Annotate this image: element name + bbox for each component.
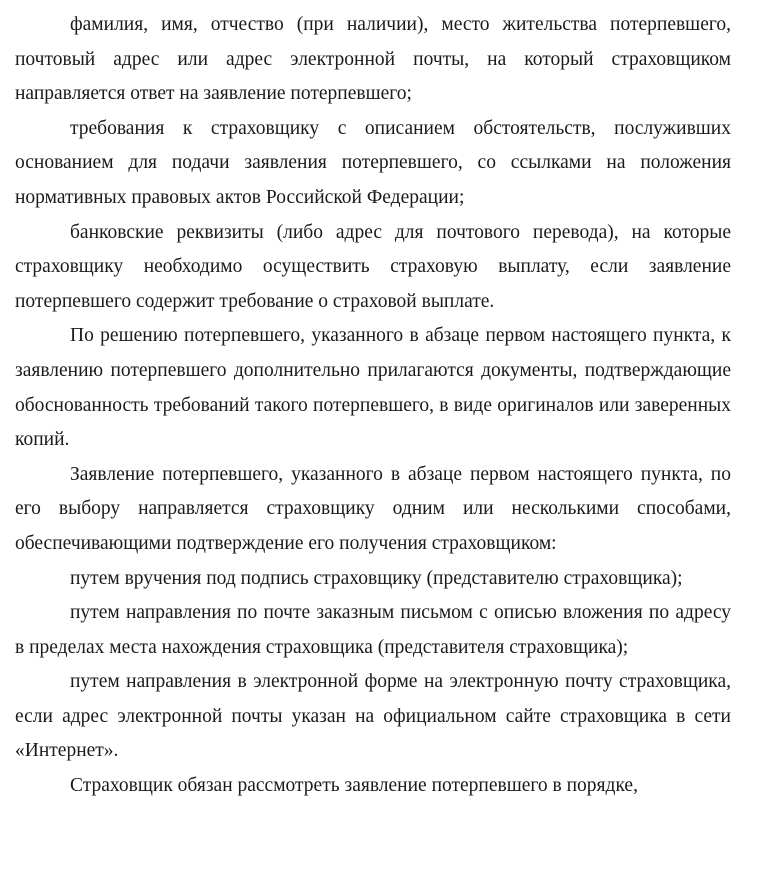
paragraph-insurer-obligation: Страховщик обязан рассмотреть заявление потерпевшего в порядке, (70, 775, 638, 797)
paragraph-method-email: путем направления в электронной форме на электронную почту страховщика, если адрес электронной почты указан на официальном сайте страховщика в сети «Интернет». (15, 671, 731, 762)
paragraph-bank-details: банковские реквизиты (либо адрес для почтового перевода), на которые страховщику необходимо осуществить страховую выплату, если заявление потерпевшего содержит требование о страховой выплате. (15, 221, 731, 312)
paragraph-submission-methods: Заявление потерпевшего, указанного в абзаце первом настоящего пункта, по его выбору направляется страховщику одним или несколькими способами, обеспечивающими подтверждение его получения страховщиком: (15, 463, 731, 554)
document-body (15, 8, 731, 804)
paragraph-attached-documents: По решению потерпевшего, указанного в абзаце первом настоящего пункта, к заявлению потерпевшего дополнительно прилагаются документы, подтверждающие обоснованность требований такого потерпевшего, в виде оригиналов или заверенных копий. (15, 325, 731, 451)
paragraph-requirements: требования к страховщику с описанием обстоятельств, послуживших основанием для подачи заявления потерпевшего, со ссылками на положения нормативных правовых актов Российской Федерации; (15, 117, 731, 208)
paragraph-method-hand-delivery: путем вручения под подпись страховщику (представителю страховщика); (70, 567, 683, 589)
paragraph-method-registered-mail: путем направления по почте заказным письмом с описью вложения по адресу в пределах места нахождения страховщика (представителя страховщика); (15, 602, 731, 658)
paragraph-applicant-details: фамилия, имя, отчество (при наличии), место жительства потерпевшего, почтовый адрес или адрес электронной почты, на который страховщиком направляется ответ на заявление потерпевшего; (15, 14, 731, 105)
